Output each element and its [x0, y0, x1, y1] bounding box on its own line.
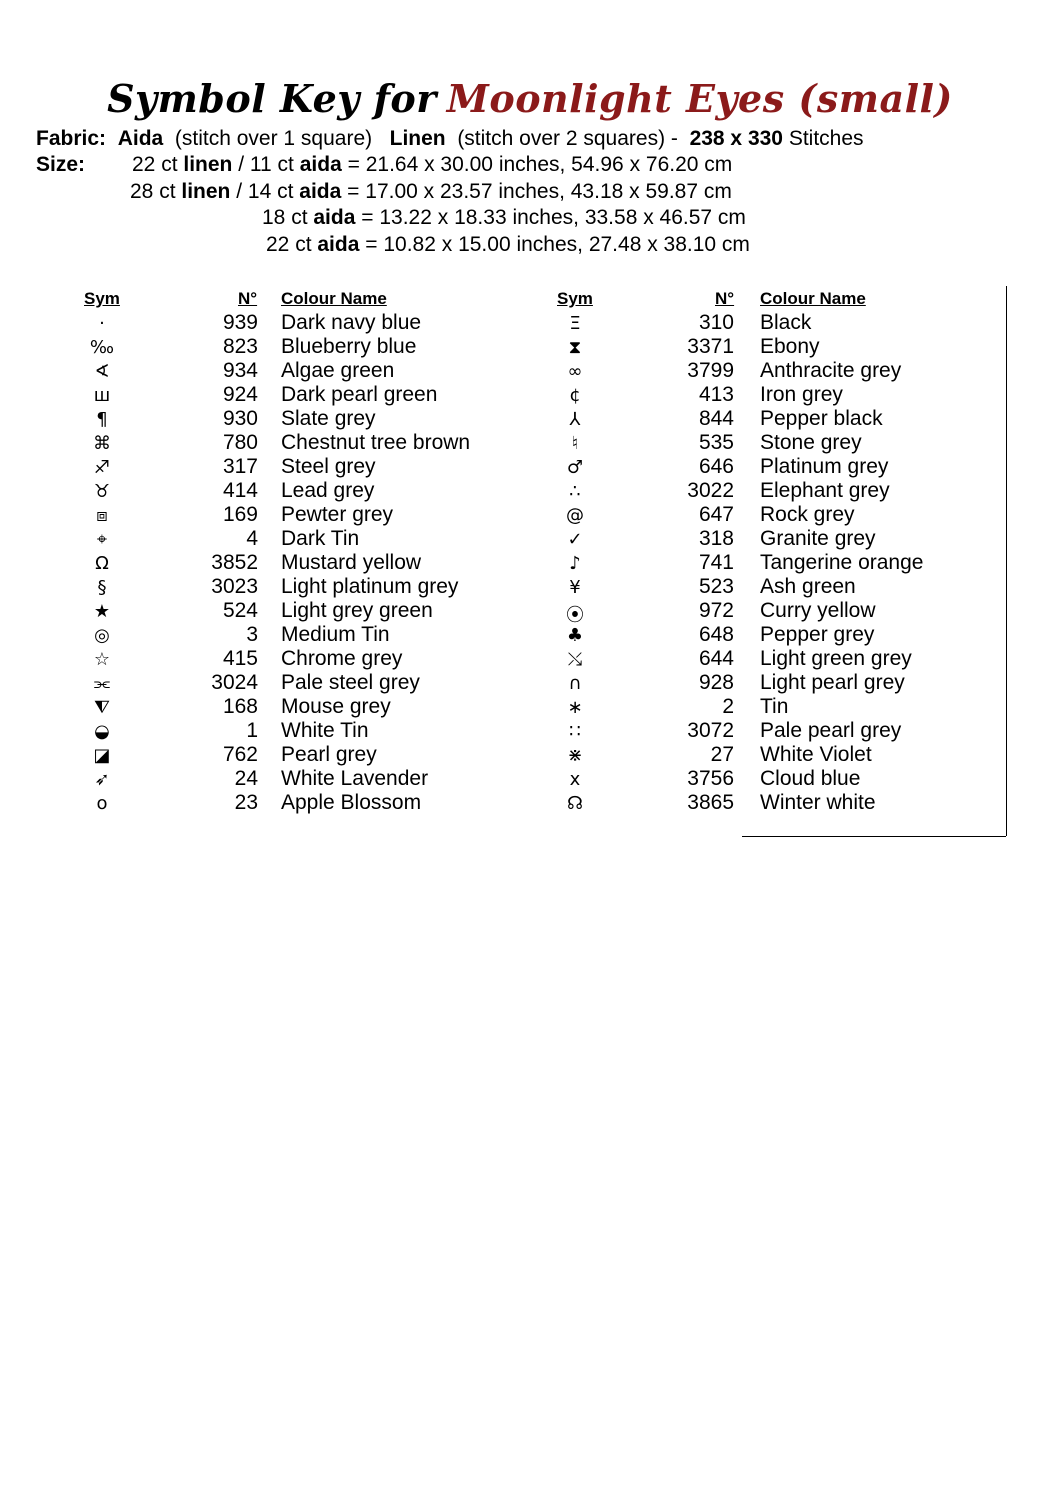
symbol-cell: ◎	[94, 625, 110, 646]
symbol-cell: ⋇	[567, 745, 583, 766]
colour-name-cell: Ebony	[760, 335, 820, 358]
table-row	[60, 671, 490, 695]
table-row	[60, 359, 490, 383]
number-cell: 930	[222, 407, 258, 430]
table-row	[535, 383, 945, 407]
size-fabric: aida	[317, 233, 360, 256]
symbol-cell: ➶	[94, 769, 110, 790]
table-row	[60, 743, 490, 767]
table-row	[60, 527, 490, 551]
symbol-cell: ⅄	[569, 409, 581, 430]
table-row	[60, 767, 490, 791]
size-line-3	[262, 205, 746, 231]
symbol-cell: ⦿	[566, 605, 584, 626]
table-row	[535, 623, 945, 647]
size-fabric: linen	[181, 180, 231, 203]
size-line-2	[130, 179, 732, 205]
symbol-cell: ⫘	[93, 673, 111, 694]
symbol-cell: ∞	[567, 361, 583, 382]
colour-name-cell: Chrome grey	[281, 647, 403, 670]
symbol-cell: ◪	[93, 745, 111, 766]
symbol-cell: x	[569, 769, 581, 790]
title-prefix: Symbol Key for	[107, 76, 437, 121]
number-cell: 844	[698, 407, 734, 430]
table-row	[535, 695, 945, 719]
header-sym: Sym	[84, 289, 120, 308]
table-row	[535, 647, 945, 671]
table-row	[535, 335, 945, 359]
table-body-left	[60, 311, 490, 815]
size-count: 28 ct	[130, 180, 176, 203]
symbol-cell: ш	[93, 385, 111, 406]
table-row	[60, 575, 490, 599]
number-cell: 27	[710, 743, 734, 766]
table-row	[60, 383, 490, 407]
colour-name-cell: Anthracite grey	[760, 359, 902, 382]
number-cell: 3022	[687, 479, 734, 502]
colour-name-cell: Light pearl grey	[760, 671, 905, 694]
symbol-cell: ☊	[567, 793, 583, 814]
number-cell: 1	[246, 719, 258, 742]
symbol-cell: Ξ	[569, 313, 581, 334]
table-row	[535, 479, 945, 503]
symbol-cell: ∴	[569, 481, 581, 502]
number-cell: 3023	[211, 575, 258, 598]
table-row	[60, 719, 490, 743]
table-row	[535, 527, 945, 551]
colour-name-cell: Light platinum grey	[281, 575, 459, 598]
table-row	[60, 407, 490, 431]
number-cell: 939	[222, 311, 258, 334]
fabric-line	[36, 126, 864, 152]
number-cell: 3371	[687, 335, 734, 358]
table-row	[60, 623, 490, 647]
fabric-aida-note: (stitch over 1 square)	[174, 127, 373, 150]
table-bottom-border	[742, 836, 1006, 837]
size-dimensions: = 10.82 x 15.00 inches, 27.48 x 38.10 cm	[365, 233, 750, 256]
size-count: 11 ct	[249, 153, 294, 176]
symbol-cell: o	[96, 793, 108, 814]
number-cell: 3	[246, 623, 258, 646]
number-cell: 646	[698, 455, 734, 478]
number-cell: 2	[722, 695, 734, 718]
symbol-cell: ◒	[94, 721, 110, 742]
number-cell: 415	[222, 647, 258, 670]
symbol-cell: ¢	[569, 385, 581, 406]
colour-name-cell: Light grey green	[281, 599, 433, 622]
fabric-aida: Aida	[117, 127, 164, 150]
colour-name-cell: Elephant grey	[760, 479, 890, 502]
size-dimensions: = 21.64 x 30.00 inches, 54.96 x 76.20 cm	[347, 153, 733, 176]
symbol-table-right	[535, 289, 945, 815]
symbol-cell: ⌘	[93, 433, 111, 454]
table-row	[535, 407, 945, 431]
colour-name-cell: Iron grey	[760, 383, 843, 406]
number-cell: 3756	[687, 767, 734, 790]
header-sym: Sym	[557, 289, 593, 308]
number-cell: 413	[698, 383, 734, 406]
symbol-cell: ⤯	[567, 649, 583, 670]
colour-name-cell: Ash green	[760, 575, 856, 598]
colour-name-cell: Chestnut tree brown	[281, 431, 471, 454]
table-row	[535, 719, 945, 743]
colour-name-cell: Stone grey	[760, 431, 862, 454]
colour-name-cell: White Tin	[281, 719, 369, 742]
fabric-linen-note: (stitch over 2 squares) -	[457, 127, 678, 150]
symbol-cell: ♮	[571, 433, 579, 454]
colour-name-cell: Mouse grey	[281, 695, 391, 718]
colour-name-cell: Blueberry blue	[281, 335, 417, 358]
table-row	[535, 431, 945, 455]
number-cell: 4	[246, 527, 258, 550]
colour-name-cell: Tin	[760, 695, 789, 718]
number-cell: 310	[698, 311, 734, 334]
table-body-right	[535, 311, 945, 815]
table-row	[60, 335, 490, 359]
symbol-cell: ¶	[96, 409, 108, 430]
table-row	[60, 431, 490, 455]
table-row	[535, 599, 945, 626]
number-cell: 3024	[211, 671, 258, 694]
table-row	[60, 599, 490, 623]
table-row	[535, 575, 945, 599]
colour-name-cell: Curry yellow	[760, 599, 876, 622]
number-cell: 3865	[687, 791, 734, 814]
colour-name-cell: Pale steel grey	[281, 671, 420, 694]
colour-name-cell: Platinum grey	[760, 455, 889, 478]
symbol-cell: @	[566, 505, 584, 526]
symbol-cell: ♐	[93, 457, 111, 478]
number-cell: 535	[698, 431, 734, 454]
size-line-4	[266, 232, 750, 258]
header-number: N°	[715, 289, 735, 308]
size-fabric: aida	[299, 153, 342, 176]
colour-name-cell: Apple Blossom	[281, 791, 422, 814]
symbol-cell: Ω	[95, 553, 109, 574]
number-cell: 3799	[687, 359, 734, 382]
stitch-count: 238 x 330	[689, 127, 783, 150]
symbol-cell: ⧗	[568, 337, 582, 358]
colour-name-cell: Cloud blue	[760, 767, 861, 790]
size-label: Size:	[36, 153, 86, 176]
size-count: 18 ct	[262, 206, 308, 229]
header-colour-name: Colour Name	[281, 289, 387, 308]
number-cell: 647	[698, 503, 734, 526]
number-cell: 924	[222, 383, 258, 406]
colour-name-cell: Steel grey	[281, 455, 376, 478]
number-cell: 928	[698, 671, 734, 694]
table-row	[535, 743, 945, 767]
colour-name-cell: Granite grey	[760, 527, 876, 550]
colour-name-cell: Light green grey	[760, 647, 912, 670]
table-right-border	[1006, 286, 1007, 836]
symbol-table-left	[60, 289, 490, 815]
symbol-cell: ·	[99, 313, 105, 334]
symbol-cell: ♣	[566, 625, 584, 646]
number-cell: 823	[222, 335, 258, 358]
fabric-label: Fabric:	[36, 127, 107, 150]
table-row	[535, 311, 945, 335]
symbol-cell: ⌖	[96, 529, 108, 550]
colour-name-cell: White Lavender	[281, 767, 429, 790]
symbol-cell: ☆	[93, 649, 111, 670]
table-row	[60, 479, 490, 503]
table-row	[535, 671, 945, 695]
number-cell: 972	[698, 599, 734, 622]
table-row	[535, 359, 945, 383]
colour-name-cell: Dark Tin	[281, 527, 360, 550]
table-row	[60, 695, 490, 719]
number-cell: 168	[222, 695, 258, 718]
number-cell: 780	[222, 431, 258, 454]
number-cell: 3852	[211, 551, 258, 574]
size-fabric: aida	[313, 206, 356, 229]
symbol-cell: ⧨	[93, 697, 111, 718]
table-row	[60, 311, 490, 335]
size-dimensions: = 17.00 x 23.57 inches, 43.18 x 59.87 cm	[347, 180, 732, 203]
symbol-cell: ∷	[569, 721, 581, 742]
pattern-name: Moonlight Eyes (small)	[446, 76, 953, 121]
number-cell: 524	[222, 599, 258, 622]
number-cell: 317	[222, 455, 258, 478]
table-row	[535, 503, 945, 527]
colour-name-cell: Rock grey	[760, 503, 855, 526]
table-header	[535, 289, 945, 311]
colour-name-cell: Tangerine orange	[760, 551, 924, 574]
number-cell: 648	[698, 623, 734, 646]
colour-name-cell: Mustard yellow	[281, 551, 422, 574]
colour-name-cell: Lead grey	[281, 479, 375, 502]
fabric-linen: Linen	[389, 127, 446, 150]
symbol-cell: ⧈	[96, 505, 108, 526]
colour-name-cell: Pearl grey	[281, 743, 377, 766]
symbol-cell: ¥	[569, 577, 581, 598]
table-row	[60, 647, 490, 671]
size-count: 14 ct	[247, 180, 294, 203]
colour-name-cell: Medium Tin	[281, 623, 390, 646]
table-row	[60, 455, 490, 479]
number-cell: 414	[222, 479, 258, 502]
colour-name-cell: Slate grey	[281, 407, 376, 430]
size-separator: /	[238, 153, 245, 176]
number-cell: 23	[234, 791, 258, 814]
table-row	[535, 767, 945, 791]
number-cell: 318	[698, 527, 734, 550]
colour-name-cell: Pale pearl grey	[760, 719, 902, 742]
number-cell: 741	[698, 551, 734, 574]
number-cell: 169	[222, 503, 258, 526]
number-cell: 523	[698, 575, 734, 598]
colour-name-cell: White Violet	[760, 743, 872, 766]
number-cell: 644	[698, 647, 734, 670]
size-count: 22 ct	[132, 153, 178, 176]
table-row	[535, 551, 945, 575]
size-fabric: aida	[299, 180, 342, 203]
symbol-cell: ∢	[94, 361, 110, 382]
symbol-cell: ∩	[568, 673, 582, 694]
symbol-cell: ★	[93, 601, 111, 622]
number-cell: 762	[222, 743, 258, 766]
symbol-cell: ∗	[567, 697, 583, 718]
table-row	[60, 551, 490, 575]
table-row	[60, 791, 490, 815]
number-cell: 24	[234, 767, 258, 790]
symbol-cell: ♪	[569, 553, 581, 574]
colour-name-cell: Dark navy blue	[281, 311, 422, 334]
size-fabric: linen	[183, 153, 233, 176]
stitch-word: Stitches	[788, 127, 864, 150]
colour-name-cell: Pepper grey	[760, 623, 875, 646]
size-line-1	[132, 152, 732, 178]
table-row	[60, 503, 490, 527]
size-separator: /	[236, 180, 243, 203]
symbol-cell: ✓	[567, 529, 583, 550]
colour-name-cell: Algae green	[281, 359, 395, 382]
number-cell: 3072	[687, 719, 734, 742]
symbol-cell: ♉	[93, 481, 111, 502]
symbol-cell: §	[97, 577, 107, 598]
colour-name-cell: Black	[760, 311, 812, 334]
colour-name-cell: Dark pearl green	[281, 383, 438, 406]
table-row	[535, 791, 945, 815]
table-header	[60, 289, 490, 311]
size-dimensions: = 13.22 x 18.33 inches, 33.58 x 46.57 cm	[361, 206, 746, 229]
table-row	[535, 455, 945, 479]
number-cell: 934	[222, 359, 258, 382]
header-number: N°	[238, 289, 258, 308]
colour-name-cell: Pepper black	[760, 407, 883, 430]
header-colour-name: Colour Name	[760, 289, 866, 308]
symbol-cell: ♂	[566, 457, 584, 478]
size-count: 22 ct	[266, 233, 312, 256]
page-title	[0, 76, 1060, 121]
symbol-cell: ‰	[89, 337, 115, 358]
colour-name-cell: Pewter grey	[281, 503, 394, 526]
colour-name-cell: Winter white	[760, 791, 876, 814]
